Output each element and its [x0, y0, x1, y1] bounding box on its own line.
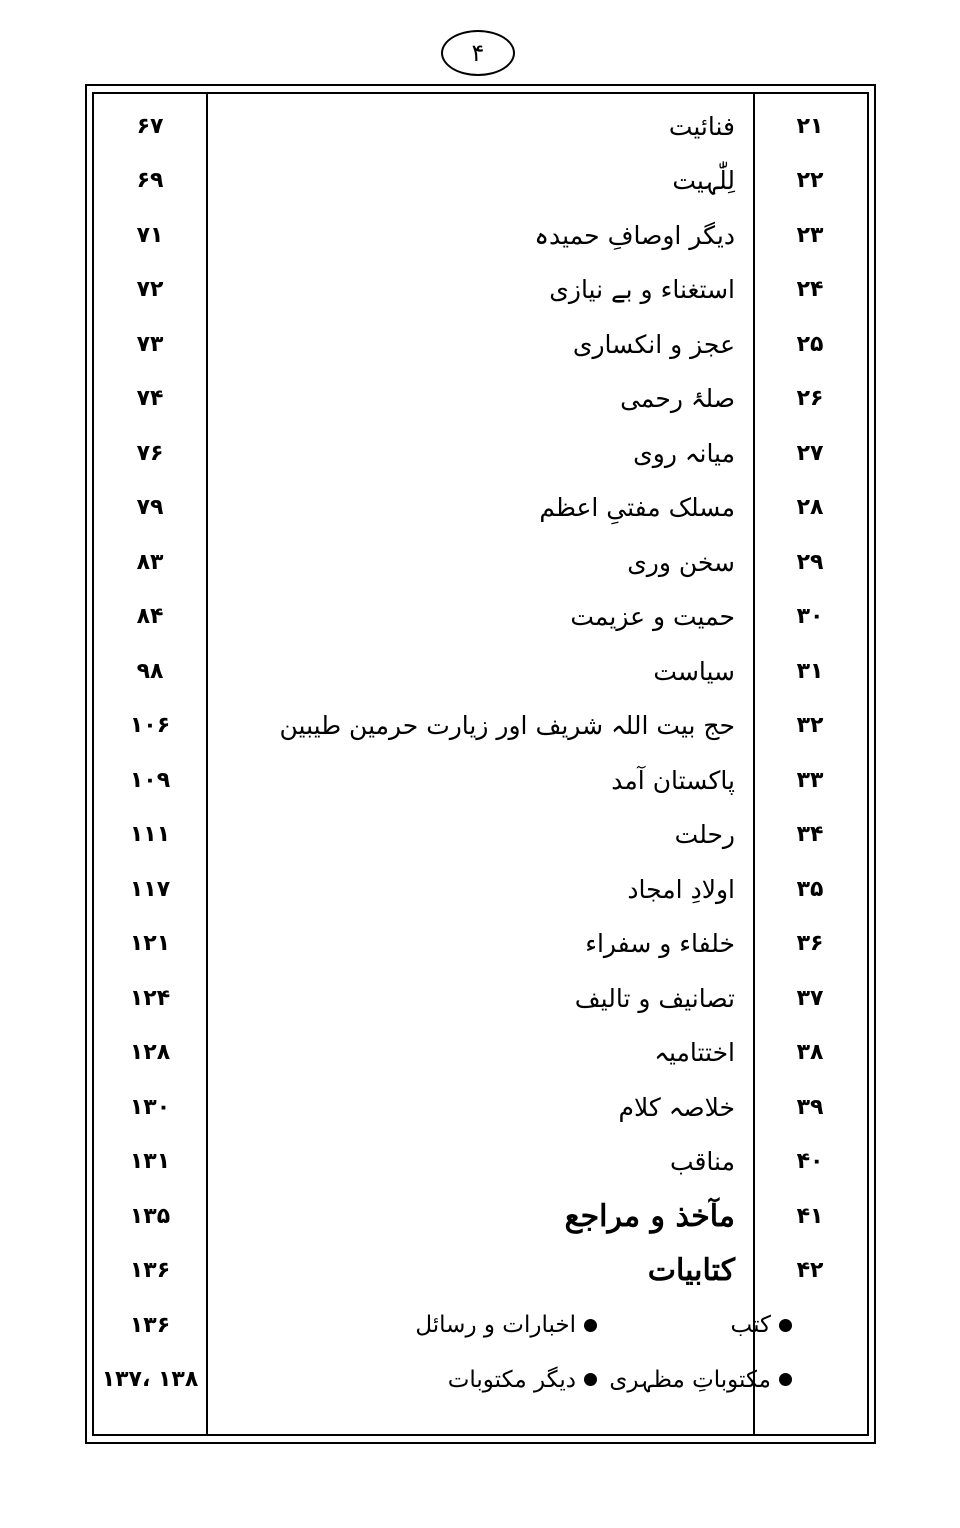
toc-number: ۲۲: [796, 168, 824, 194]
toc-number: ۳۵: [796, 876, 824, 902]
sub-entry-label: کتب: [730, 1312, 771, 1339]
toc-number: ۲۴: [796, 277, 824, 303]
toc-row: [94, 590, 867, 645]
toc-page: ۱۳۰: [129, 1094, 171, 1120]
toc-title: خلفاء و سفراء: [585, 929, 735, 959]
toc-page: ۷۹: [136, 495, 164, 521]
toc-title: میانہ روی: [633, 438, 735, 468]
toc-number: ۲۸: [796, 495, 824, 521]
toc-title: مسلک مفتیِ اعظم: [539, 493, 735, 523]
toc-row: [94, 971, 867, 1026]
toc-title: خلاصہ کلام: [618, 1092, 735, 1122]
toc-row: [94, 1189, 867, 1244]
toc-row: [94, 372, 867, 427]
toc-number: ۴۱: [796, 1203, 824, 1229]
toc-row: [94, 917, 867, 972]
toc-number: ۳۳: [796, 767, 824, 793]
toc-title: تصانیف و تالیف: [574, 983, 735, 1013]
toc-page: ۱۲۴: [129, 985, 171, 1011]
bullet-icon: [584, 1373, 597, 1386]
toc-page: ۶۹: [136, 168, 164, 194]
toc-page: ۷۱: [136, 222, 164, 248]
toc-page: ۹۸: [136, 658, 164, 684]
bullet-icon: [779, 1319, 792, 1332]
toc-row: [94, 862, 867, 917]
toc-page: ۱۳۷، ۱۳۸: [101, 1367, 199, 1393]
toc-number: ۳۸: [796, 1040, 824, 1066]
toc-page: ۱۰۹: [129, 767, 171, 793]
toc-title: مآخذ و مراجع: [564, 1198, 735, 1234]
toc-row: [94, 1080, 867, 1135]
toc-title: پاکستان آمد: [611, 765, 735, 795]
toc-row: [94, 99, 867, 154]
sub-entry: [448, 1353, 597, 1408]
toc-title: لِلّٰہیت: [672, 166, 735, 196]
toc-row: [94, 808, 867, 863]
toc-title: اختتامیہ: [654, 1038, 735, 1068]
toc-sub-row: [94, 1298, 867, 1353]
toc-number: ۲۷: [796, 440, 824, 466]
toc-page: ۷۴: [136, 386, 164, 412]
toc-row: [94, 426, 867, 481]
toc-title: عجز و انکساری: [572, 329, 735, 359]
toc-title: صلۂ رحمی: [620, 384, 735, 414]
toc-row: [94, 481, 867, 536]
toc-number: ۳۱: [796, 658, 824, 684]
toc-title: اولادِ امجاد: [627, 874, 735, 904]
toc-page: ۱۳۵: [129, 1203, 171, 1229]
sub-entry: [731, 1298, 792, 1353]
toc-page: ۱۰۶: [129, 713, 171, 739]
sub-entry-label: اخبارات و رسائل: [415, 1312, 576, 1339]
bullet-icon: [584, 1319, 597, 1332]
toc-number: ۳۴: [796, 822, 824, 848]
table-of-contents: [94, 99, 867, 1407]
toc-number: ۲۳: [796, 222, 824, 248]
toc-number: ۳۲: [796, 713, 824, 739]
toc-title: فنائیت: [668, 111, 735, 141]
toc-page: ۱۱۱: [129, 822, 171, 848]
toc-page: ۱۲۸: [129, 1040, 171, 1066]
toc-row: [94, 699, 867, 754]
toc-page: ۷۲: [136, 277, 164, 303]
toc-title: رحلت: [674, 820, 735, 850]
page-number: ۴: [441, 30, 515, 76]
toc-page: ۱۳۱: [129, 1149, 171, 1175]
toc-page: ۷۶: [136, 440, 164, 466]
toc-row: [94, 317, 867, 372]
toc-number: ۳۶: [796, 931, 824, 957]
toc-title: مناقب: [669, 1147, 735, 1177]
toc-page: ۷۳: [136, 331, 164, 357]
toc-page: ۱۳۶: [129, 1312, 171, 1338]
toc-page: ۱۱۷: [129, 876, 171, 902]
sub-entry-label: دیگر مکتوبات: [447, 1366, 576, 1393]
toc-row: [94, 753, 867, 808]
toc-row: [94, 1026, 867, 1081]
sub-entry: [415, 1298, 597, 1353]
toc-sub-row: [94, 1353, 867, 1408]
toc-title: کتابیات: [647, 1253, 735, 1289]
toc-row: [94, 1244, 867, 1299]
toc-page: ۸۳: [136, 549, 164, 575]
toc-number: ۴۰: [796, 1149, 824, 1175]
toc-page: ۱۳۶: [129, 1258, 171, 1284]
toc-title: دیگر اوصافِ حمیدہ: [534, 220, 735, 250]
sub-entry: [609, 1353, 792, 1408]
toc-row: [94, 1135, 867, 1190]
toc-title: استغناء و بے نیازی: [549, 275, 735, 305]
toc-page: ۶۷: [136, 113, 164, 139]
toc-number: ۳۹: [796, 1094, 824, 1120]
toc-title: حمیت و عزیمت: [570, 602, 735, 632]
toc-row: [94, 644, 867, 699]
toc-number: ۳۰: [796, 604, 824, 630]
toc-title: سخن وری: [627, 547, 735, 577]
toc-title: حج بیت اللہ شریف اور زیارت حرمین طیبین: [279, 711, 735, 741]
toc-row: [94, 154, 867, 209]
bullet-icon: [779, 1373, 792, 1386]
toc-page: ۸۴: [136, 604, 164, 630]
toc-number: ۳۷: [796, 985, 824, 1011]
toc-number: ۴۲: [796, 1258, 824, 1284]
toc-row: [94, 208, 867, 263]
toc-page: ۱۲۱: [129, 931, 171, 957]
toc-number: ۲۱: [796, 113, 824, 139]
toc-row: [94, 535, 867, 590]
sub-entry-label: مکتوباتِ مظہری: [609, 1366, 771, 1393]
toc-title: سیاست: [653, 656, 735, 686]
toc-row: [94, 263, 867, 318]
toc-number: ۲۹: [796, 549, 824, 575]
toc-number: ۲۶: [796, 386, 824, 412]
toc-number: ۲۵: [796, 331, 824, 357]
